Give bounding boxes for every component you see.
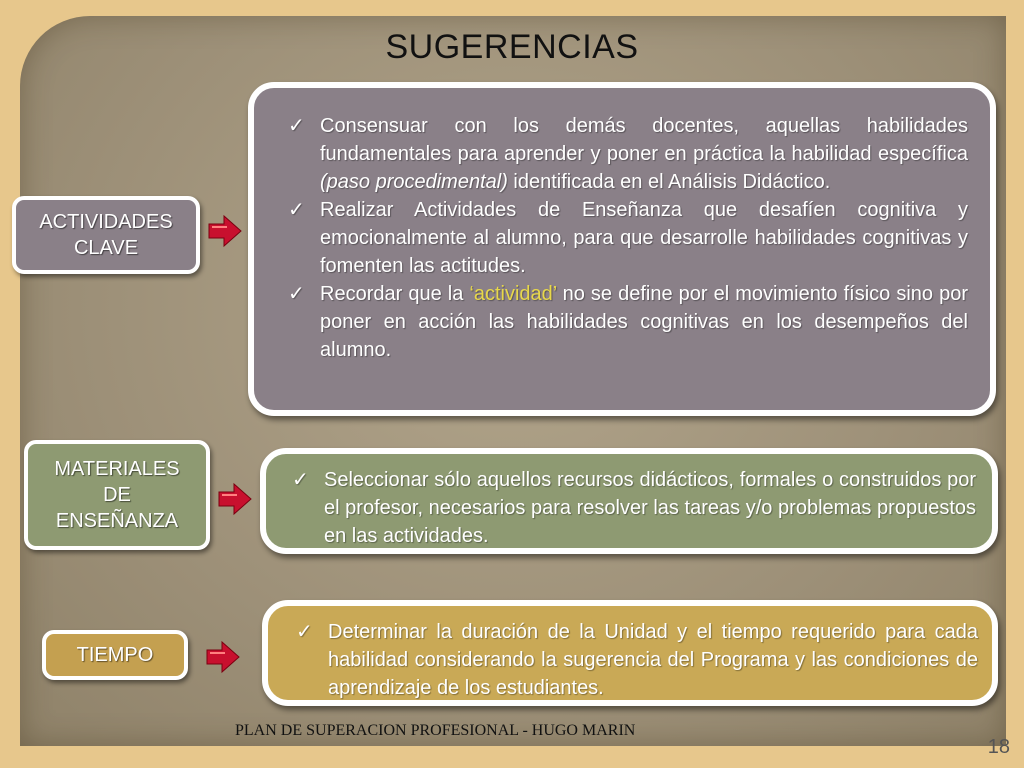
- slide-title: SUGERENCIAS: [385, 28, 639, 66]
- check-icon: ✓: [288, 115, 305, 137]
- bullet-list: [286, 466, 976, 550]
- label-text: ACTIVIDADES CLAVE: [39, 211, 173, 259]
- right-arrow-icon: [206, 640, 240, 674]
- bullet-list: [282, 112, 968, 364]
- right-arrow-icon: [218, 482, 252, 516]
- label-actividades-clave: [12, 196, 200, 274]
- check-icon: ✓: [292, 469, 309, 491]
- bullet-list: [290, 618, 978, 702]
- list-item: ✓ Consensuar con los demás docentes, aquellas habilidades fundamentales para aprender y poner en práctica la habilidad específica (paso procedimental) identificada en el Análisis Didáctico.: [282, 112, 968, 196]
- content-box-actividades: [248, 82, 996, 416]
- list-item: ✓ Determinar la duración de la Unidad y el tiempo requerido para cada habilidad considerando la sugerencia del Programa y las condiciones de aprendizaje de los estudiantes.: [290, 618, 978, 702]
- label-tiempo: [42, 630, 188, 680]
- list-item: ✓ Recordar que la ‘actividad’ no se define por el movimiento físico sino por poner en acción las habilidades cognitivas en los desempeños del alumno.: [282, 280, 968, 364]
- list-item: ✓ Realizar Actividades de Enseñanza que desafíen cognitiva y emocionalmente al alumno, para que desarrolle habilidades cognitivas y fomenten las actitudes.: [282, 196, 968, 280]
- check-icon: ✓: [296, 621, 313, 643]
- highlight-text: ‘actividad’: [469, 283, 557, 305]
- label-text: MATERIALES DE ENSEÑANZA: [54, 458, 180, 532]
- check-icon: ✓: [288, 283, 305, 305]
- content-box-tiempo: [262, 600, 998, 706]
- footer-text: PLAN DE SUPERACION PROFESIONAL - HUGO MARIN: [235, 722, 636, 739]
- content-box-materiales: [260, 448, 998, 554]
- check-icon: ✓: [288, 199, 305, 221]
- label-text: TIEMPO: [76, 644, 154, 666]
- list-item: ✓ Seleccionar sólo aquellos recursos didácticos, formales o construidos por el profesor, necesarios para resolver las tareas y/o problemas propuestos en las actividades.: [286, 466, 976, 550]
- page-number: 18: [987, 736, 1010, 758]
- label-materiales-ensenanza: [24, 440, 210, 550]
- right-arrow-icon: [208, 214, 242, 248]
